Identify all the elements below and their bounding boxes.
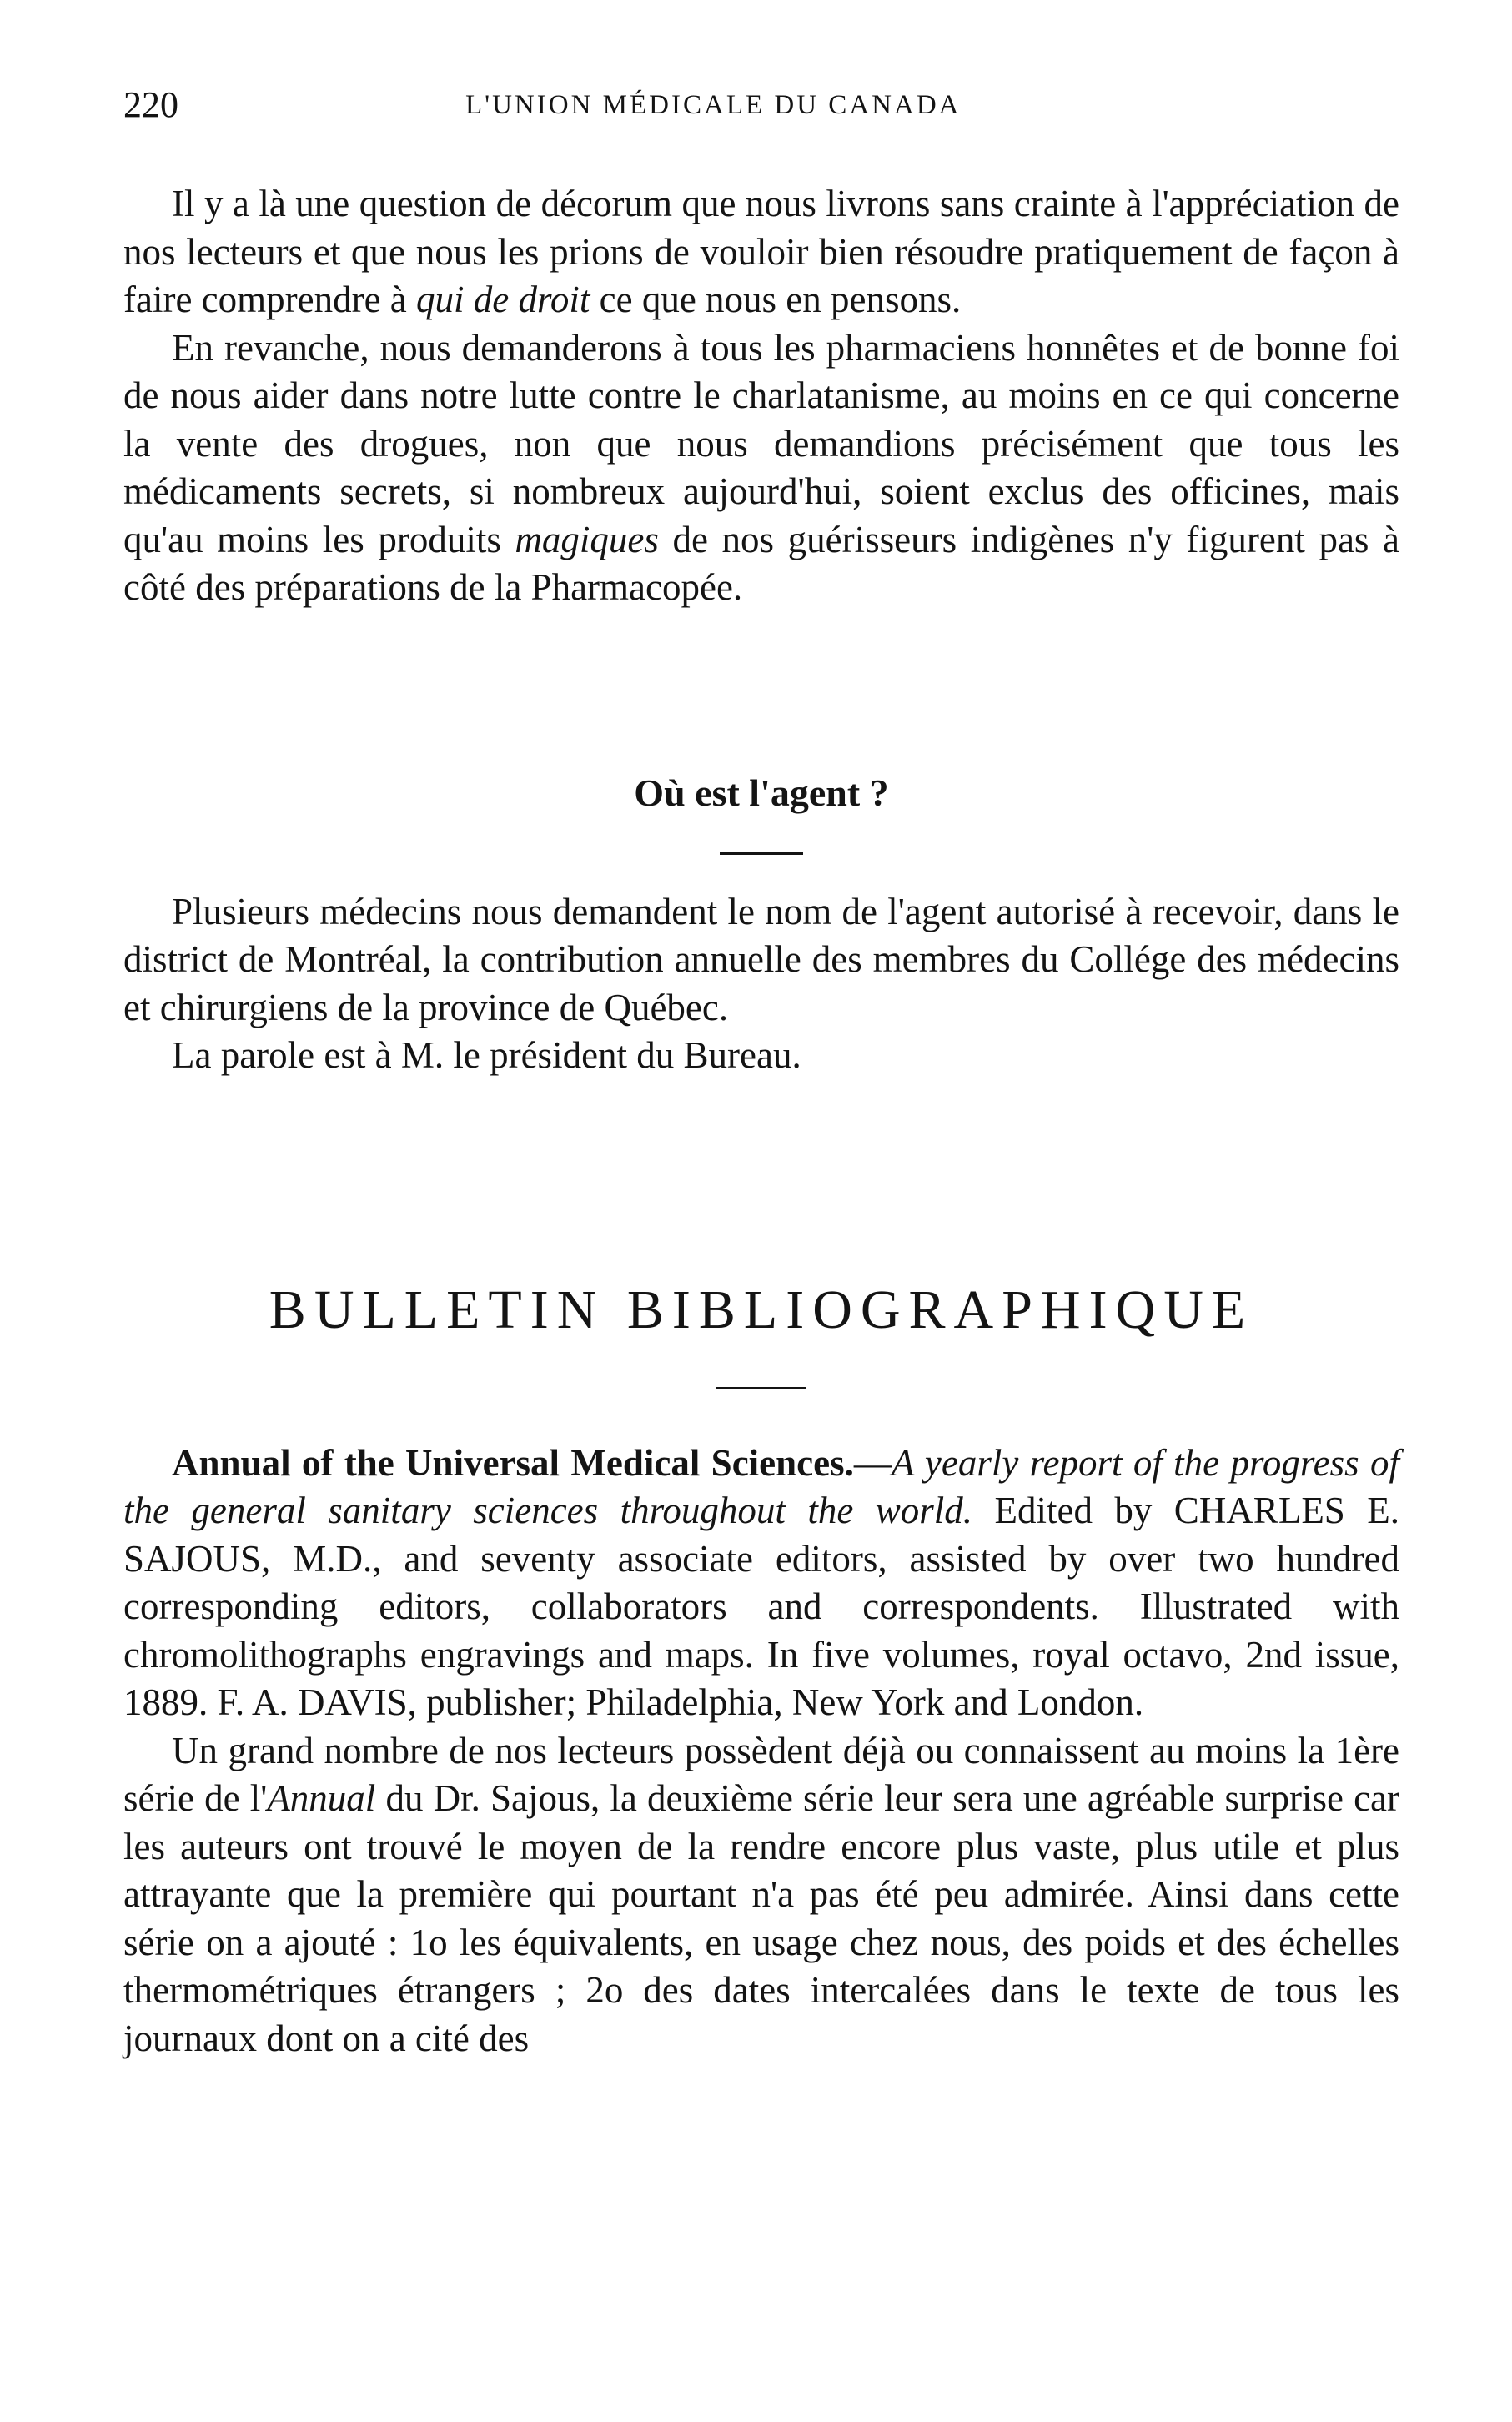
paragraph-parole: La parole est à M. le président du Bureau. — [172, 1034, 801, 1076]
paragraph-text: Il y a là une question de décorum que nous livrons sans crainte à l'appréciation de nos lecteurs et que nous les prions de vouloir bien résoudre pratiquement de façon à faire comprendre à — [123, 183, 1399, 320]
book-details: Edited by CHARLES E. SAJOUS, M.D., and seventy associate editors, assisted by over two hundred corresponding editors, collaborators and correspondents. Illustrated with chromolithographs engravings and maps. In five volumes, royal octavo, 2nd issue, 1889. F. A. DAVIS, publisher; Philadelphia, New York and London. — [123, 1490, 1399, 1723]
paragraph-text: du Dr. Sajous, la deuxième série leur sera une agréable surprise car les auteurs ont trouvé le moyen de la rendre encore plus vaste, plus utile et plus attrayante que la première qui pourtant n'a pas été peu admirée. Ainsi dans cette série on a ajouté : 1o les équivalents, en usage chez nous, des poids et des échelles thermométriques étrangers ; 2o des dates intercalées dans le texte de tous les journaux dont on a cité des — [123, 1777, 1399, 2059]
section-title-agent: Où est l'agent ? — [634, 771, 889, 814]
paragraph-pharmaciens — [123, 324, 1399, 612]
page-number: 220 — [123, 84, 178, 125]
paragraph-text: ce que nous en pensons. — [590, 279, 962, 320]
paragraph-emphasis: Annual — [267, 1777, 376, 1819]
document-page — [123, 83, 1399, 2063]
paragraph-review — [123, 1727, 1399, 2063]
running-head — [123, 83, 1399, 133]
book-dash: — — [853, 1441, 892, 1484]
book-subtitle: A yearly report of the progress of the general sanitary sciences throughout the world. — [123, 1441, 1400, 1531]
bulletin-title: BULLETIN BIBLIOGRAPHIQUE — [269, 1279, 1254, 1340]
book-entry — [123, 1440, 1399, 1727]
bulletin-divider — [716, 1387, 806, 1389]
section-divider — [720, 852, 803, 855]
book-title: Annual of the Universal Medical Sciences. — [172, 1441, 854, 1484]
paragraph-decorum — [123, 180, 1399, 324]
paragraph-text: de nos guérisseurs indigènes n'y figurent pas à côté des préparations de la Pharmacopée. — [123, 518, 1399, 608]
paragraph-emphasis: qui de droit — [416, 279, 590, 320]
paragraph-agent: Plusieurs médecins nous demandent le nom de l'agent autorisé à recevoir, dans le district de Montréal, la contribution annuelle des membres du Collége des médecins et chirurgiens de la province de Québec. — [123, 890, 1399, 1028]
journal-title: L'UNION MÉDICALE DU CANADA — [465, 90, 962, 120]
paragraph-emphasis: magiques — [515, 518, 659, 560]
paragraph-text: En revanche, nous demanderons à tous les pharmaciens honnêtes et de bonne foi de nous aider dans notre lutte contre le charlatanisme, au moins en ce qui concerne la vente des drogues, non que nous demandions précisément que tous les médicaments secrets, si nombreux aujourd'hui, soient exclus des officines, mais qu'au moins les produits — [123, 326, 1399, 560]
paragraph-text: Un grand nombre de nos lecteurs possèdent déjà ou connaissent au moins la 1ère série de l' — [123, 1729, 1399, 1819]
